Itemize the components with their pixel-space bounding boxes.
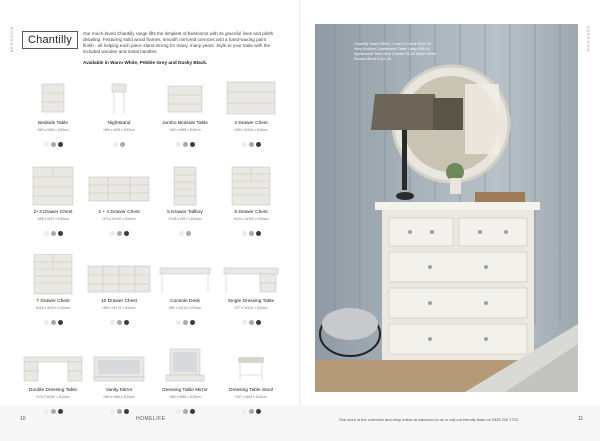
product-name: Dressing Table Mirror <box>162 388 208 393</box>
product-dimensions: H47 x W44 x D33cm <box>235 394 267 399</box>
colour-swatch <box>183 142 188 147</box>
colour-swatches <box>86 223 152 229</box>
colour-swatches <box>152 312 218 318</box>
colour-swatch <box>179 231 184 236</box>
product-dimensions: H65 x W35 x D32cm <box>103 127 135 132</box>
product-image <box>20 254 86 298</box>
colour-swatch <box>44 409 49 414</box>
colour-swatch <box>186 231 191 236</box>
side-tab-left: BEDROOM <box>9 26 14 53</box>
colour-swatch <box>120 142 125 147</box>
colour-swatch <box>249 231 254 236</box>
product-image <box>86 343 152 387</box>
product-item <box>86 254 152 318</box>
product-name: Dressing Table Stool <box>229 388 273 393</box>
product-item <box>152 343 218 407</box>
colour-swatches <box>20 312 86 318</box>
colour-swatch <box>117 409 122 414</box>
colour-swatch <box>117 231 122 236</box>
product-image <box>152 165 218 209</box>
product-image <box>152 76 218 120</box>
colour-swatches <box>152 401 218 407</box>
photo-caption: Chantilly Warm White 2 over 3 Chest £545.00 Vinyl Antique Candlestick Table Lamp £58.00 Sparkwood Twin Wick Candle £9.00 Sable White Round Mirror £142.00 <box>354 42 437 61</box>
product-name: 6 Drawer Chest <box>234 210 268 215</box>
colour-swatches <box>218 401 284 407</box>
colour-swatch <box>44 231 49 236</box>
colour-swatch <box>58 231 63 236</box>
colour-swatches <box>86 312 152 318</box>
colour-swatch <box>110 409 115 414</box>
colour-swatch <box>183 409 188 414</box>
product-name: Double Dressing Table <box>28 388 78 393</box>
colour-swatch <box>124 409 129 414</box>
product-item <box>20 76 86 140</box>
product-image <box>20 343 86 387</box>
product-item <box>152 76 218 140</box>
product-dimensions: H98 x W97 x D40cm <box>37 216 69 221</box>
product-item <box>86 76 152 140</box>
product-item <box>86 165 152 229</box>
colour-swatch <box>183 320 188 325</box>
product-name: 5 Drawer Tallboy <box>167 210 203 215</box>
product-item <box>218 76 284 140</box>
product-image <box>86 76 152 120</box>
product-item <box>218 254 284 318</box>
product-name: Nightstand <box>107 121 131 126</box>
colour-swatch <box>242 409 247 414</box>
product-dimensions: H74 x W140 x D40cm <box>102 216 136 221</box>
colour-swatches <box>218 223 284 229</box>
page-gutter <box>299 0 301 441</box>
product-name: Jumbo Bedside Table <box>162 121 208 126</box>
colour-swatches <box>152 223 218 229</box>
product-name: 7 Drawer Chest <box>36 299 70 304</box>
product-dimensions: H80 x W100 x D40cm <box>234 127 268 132</box>
colour-swatch <box>58 142 63 147</box>
product-dimensions: H80 x W110 x D40cm <box>168 305 202 310</box>
product-dimensions: H60 x W65 x D40cm <box>169 127 201 132</box>
colour-swatch <box>190 320 195 325</box>
colour-swatch <box>249 409 254 414</box>
product-name: 10 Drawer Chest <box>101 299 137 304</box>
lifestyle-photo <box>315 24 578 392</box>
colour-swatches <box>20 134 86 140</box>
colour-swatch <box>242 142 247 147</box>
product-name: Console Desk <box>170 299 200 304</box>
colour-swatch <box>51 231 56 236</box>
product-name: 3 + 4 Drawer Chest <box>98 210 140 215</box>
product-image <box>218 254 284 298</box>
product-name: Bedside Table <box>37 121 69 126</box>
colour-swatch <box>190 409 195 414</box>
colour-swatch <box>176 142 181 147</box>
colour-swatch <box>256 409 261 414</box>
colour-swatch <box>117 320 122 325</box>
product-image <box>218 165 284 209</box>
product-item <box>218 165 284 229</box>
page-number-left: 10 <box>20 416 26 422</box>
product-image <box>86 165 152 209</box>
colour-swatch <box>51 142 56 147</box>
colour-swatch <box>256 231 261 236</box>
colour-swatches <box>218 312 284 318</box>
colour-swatches <box>86 401 152 407</box>
product-image <box>152 254 218 298</box>
colour-swatch <box>124 231 129 236</box>
bedroom-scene-image <box>315 24 578 392</box>
footer-cta: See more of the collection and shop online at oakworld.co.uk or call our friendly team on 0333 200 1725 <box>339 417 518 422</box>
product-item <box>152 254 218 318</box>
colour-swatch <box>242 320 247 325</box>
product-name: Vanity Mirror <box>105 388 133 393</box>
side-tab-right: BEDROOM <box>586 26 591 53</box>
colour-swatch <box>256 320 261 325</box>
colour-swatches <box>152 134 218 140</box>
brand-name: HOMELIFE <box>136 416 166 422</box>
range-title: Chantilly <box>22 31 78 49</box>
colour-swatch <box>44 142 49 147</box>
product-item <box>218 343 284 407</box>
product-name: Single Dressing Table <box>227 299 275 304</box>
product-dimensions: H60 x W50 x D15cm <box>169 394 201 399</box>
page-number-right: 11 <box>578 416 584 422</box>
product-dimensions: H115 x W101 x D40cm <box>35 305 71 310</box>
product-item <box>20 343 86 407</box>
footer-band <box>0 405 600 441</box>
product-image <box>218 343 284 387</box>
product-dimensions: H60 x W80 x D24cm <box>103 394 135 399</box>
colour-swatch <box>58 409 63 414</box>
product-image <box>152 343 218 387</box>
availability-text: Available in Warm White, Pebble Grey and Dusky Black. <box>83 60 208 65</box>
colour-swatch <box>51 409 56 414</box>
colour-swatch <box>113 142 118 147</box>
colour-swatches <box>86 134 152 140</box>
colour-swatch <box>58 320 63 325</box>
product-name: 2+3 Drawer Chest <box>33 210 73 215</box>
product-dimensions: H76 x W150 x D42cm <box>36 394 70 399</box>
colour-swatch <box>51 320 56 325</box>
colour-swatch <box>44 320 49 325</box>
product-name: 3 Drawer Chest <box>234 121 268 126</box>
colour-swatch <box>249 320 254 325</box>
colour-swatches <box>20 401 86 407</box>
product-image <box>218 76 284 120</box>
product-dimensions: H77 x W120 x D40cm <box>234 305 268 310</box>
colour-swatch <box>110 231 115 236</box>
product-image <box>20 76 86 120</box>
product-dimensions: H105 x W57 x D40cm <box>168 216 202 221</box>
colour-swatch <box>176 320 181 325</box>
colour-swatch <box>249 142 254 147</box>
colour-swatches <box>218 134 284 140</box>
product-item <box>86 343 152 407</box>
product-item <box>20 254 86 318</box>
colour-swatch <box>256 142 261 147</box>
product-image <box>20 165 86 209</box>
colour-swatch <box>110 320 115 325</box>
product-dimensions: H60 x W45 x D40cm <box>37 127 69 132</box>
intro-text: Our much-loved Chantilly range lifts the simplest of bedrooms with its graceful lines and plinth detailing. Featuring solid wood frames, smooth mirrored cornices and a hand-waxing paint finish - all helping each piece stand strong for many, many years. Style to your taste with the included wooden and metal handles. <box>83 31 274 54</box>
product-item <box>20 165 86 229</box>
product-image <box>86 254 152 298</box>
colour-swatch <box>124 320 129 325</box>
colour-swatch <box>190 142 195 147</box>
product-item <box>152 165 218 229</box>
colour-swatches <box>20 223 86 229</box>
colour-swatch <box>242 231 247 236</box>
product-dimensions: H80 x W170 x D40cm <box>102 305 136 310</box>
colour-swatch <box>176 409 181 414</box>
product-dimensions: H100 x W100 x D40cm <box>233 216 269 221</box>
